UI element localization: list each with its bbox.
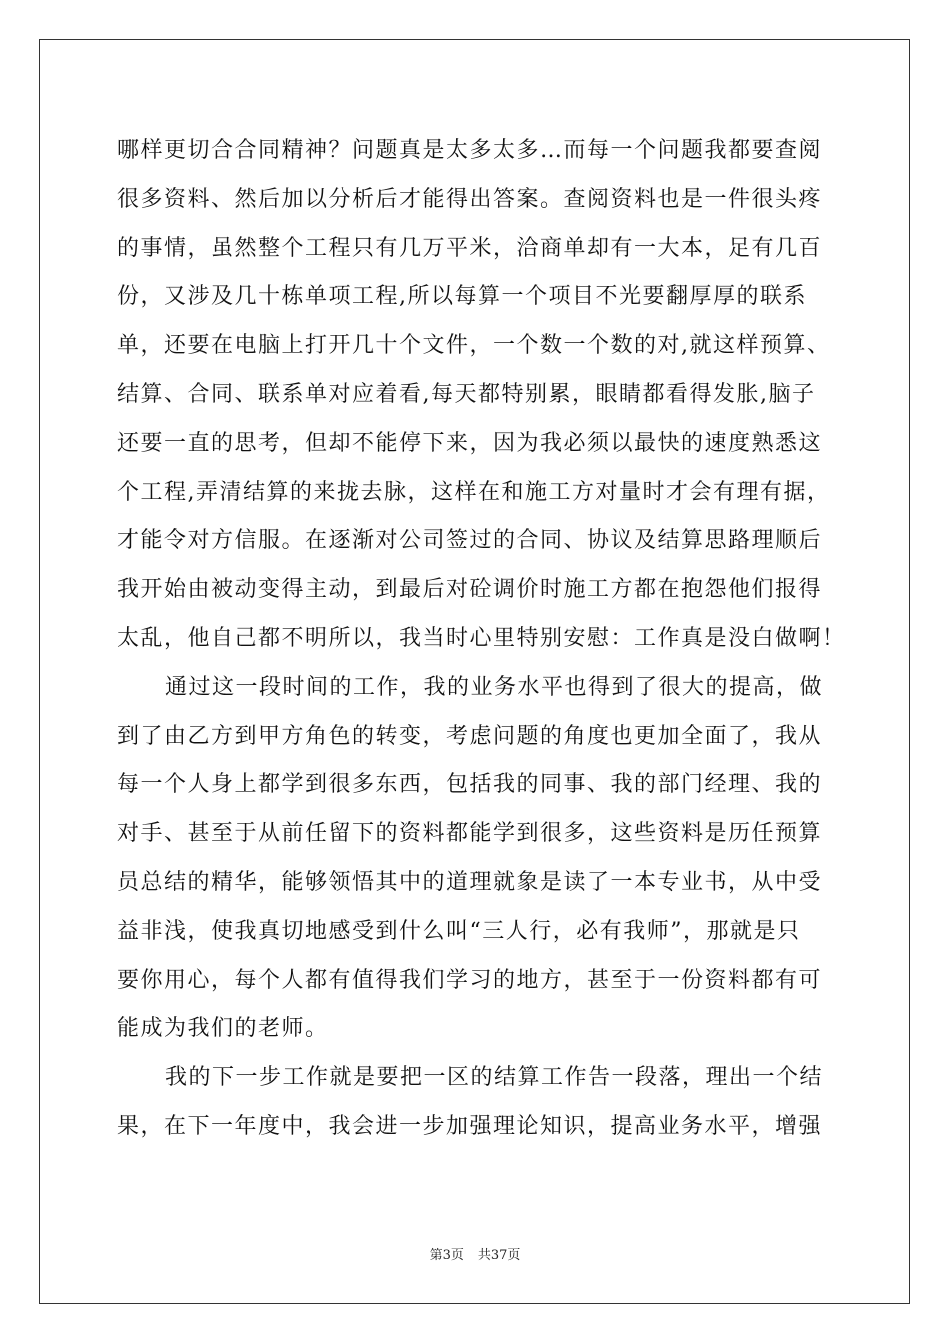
- text-line: 每一个人身上都学到很多东西，包括我的同事、我的部门经理、我的: [117, 772, 823, 798]
- total-pages-label: 共37页: [477, 1248, 521, 1263]
- text-line: 哪样更切合合同精神？问题真是太多太多…而每一个问题我都要查阅: [117, 138, 823, 163]
- text-line: 员总结的精华，能够领悟其中的道理就象是读了一本专业书，从中受: [117, 869, 823, 895]
- text-line: 的事情，虽然整个工程只有几万平米，洽商单却有一大本，足有几百: [117, 235, 823, 261]
- text-line: 能成为我们的老师。: [117, 1016, 329, 1042]
- text-line: 才能令对方信服。在逐渐对公司签过的合同、协议及结算思路理顺后: [117, 528, 823, 554]
- text-line: 很多资料、然后加以分析后才能得出答案。查阅资料也是一件很头疼: [117, 186, 823, 212]
- document-body: [117, 127, 846, 1152]
- text-line: 通过这一段时间的工作，我的业务水平也得到了很大的提高，做: [165, 674, 824, 700]
- text-line: 还要一直的思考，但却不能停下来，因为我必须以最快的速度熟悉这: [117, 430, 823, 456]
- page-footer: [0, 1244, 950, 1263]
- text-line: 我的下一步工作就是要把一区的结算工作告一段落，理出一个结: [165, 1065, 824, 1091]
- current-page-label: 第3页: [429, 1248, 464, 1263]
- text-line: 益非浅，使我真切地感受到什么叫“三人行，必有我师”，那就是只: [117, 918, 801, 944]
- text-line: 太乱，他自己都不明所以，我当时心里特别安慰：工作真是没白做啊！: [117, 625, 846, 651]
- text-line: 果，在下一年度中，我会进一步加强理论知识，提高业务水平，增强: [117, 1113, 823, 1139]
- text-line: 我开始由被动变得主动，到最后对砼调价时施工方都在抱怨他们报得: [117, 577, 823, 603]
- text-line: 要你用心，每个人都有值得我们学习的地方，甚至于一份资料都有可: [117, 967, 823, 993]
- text-line: 个工程,弄清结算的来拢去脉，这样在和施工方对量时才会有理有据，: [117, 479, 831, 505]
- text-line: 结算、合同、联系单对应着看,每天都特别累，眼睛都看得发胀,脑子: [117, 381, 816, 407]
- text-line: 到了由乙方到甲方角色的转变，考虑问题的角度也更加全面了，我从: [117, 723, 823, 749]
- text-line: 对手、甚至于从前任留下的资料都能学到很多，这些资料是历任预算: [117, 821, 823, 847]
- text-line: 份，又涉及几十栋单项工程,所以每算一个项目不光要翻厚厚的联系: [117, 284, 807, 310]
- text-line: 单，还要在电脑上打开几十个文件，一个数一个数的对,就这样预算、: [117, 333, 831, 359]
